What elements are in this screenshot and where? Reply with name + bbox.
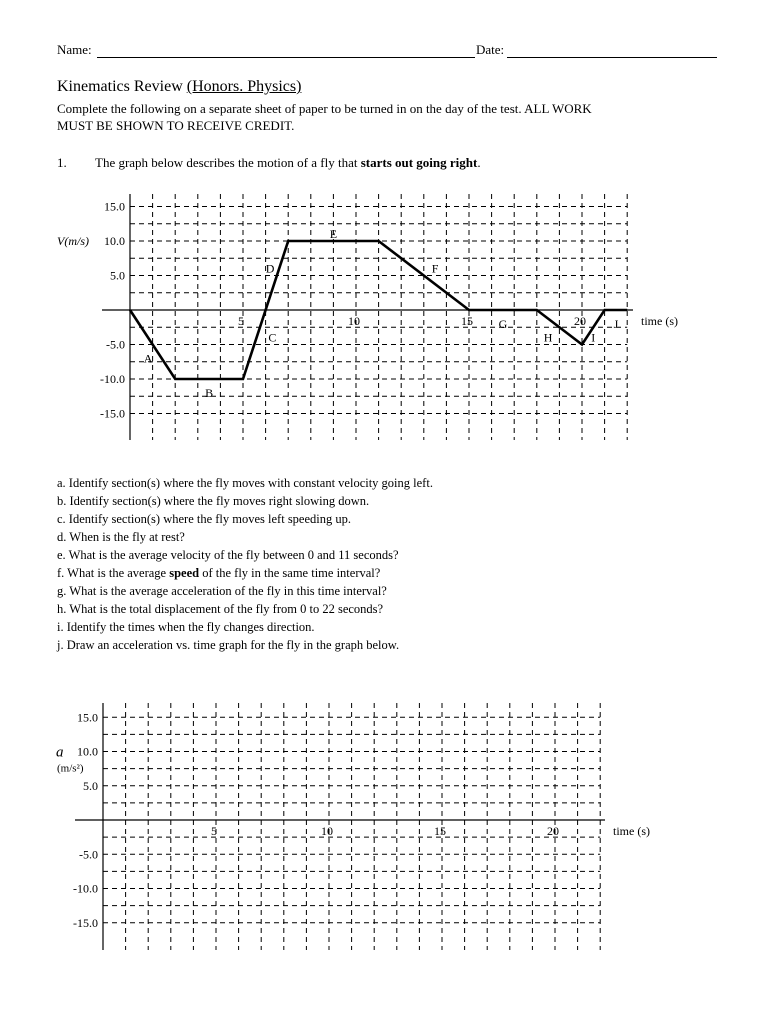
name-label: Name: xyxy=(57,42,92,57)
question-g: g. What is the average acceleration of the fly in this time interval? xyxy=(57,584,387,598)
question-f xyxy=(57,564,433,582)
instructions-line-2: MUST BE SHOWN TO RECEIVE CREDIT. xyxy=(57,118,295,133)
y-tick-label: 10.0 xyxy=(104,234,125,248)
y-tick-label: -5.0 xyxy=(79,847,98,862)
section-label-a: A xyxy=(143,351,153,366)
section-label-f: F xyxy=(431,261,439,276)
velocity-time-graph xyxy=(0,190,768,450)
question-d: d. When is the fly at rest? xyxy=(57,530,185,544)
section-label-g: G xyxy=(498,316,508,331)
problem-number: 1. xyxy=(57,155,67,170)
section-label-j: J xyxy=(613,316,619,331)
y-axis-unit: (m/s²) xyxy=(57,762,84,775)
x-tick-label: 20 xyxy=(574,314,586,328)
x-axis-label: time (s) xyxy=(613,824,650,838)
y-tick-label: -10.0 xyxy=(73,881,98,896)
question-a: a. Identify section(s) where the fly moves with constant velocity going left. xyxy=(57,476,433,490)
problem-statement xyxy=(95,155,481,171)
problem-text-before: The graph below describes the motion of a fly that xyxy=(95,155,361,170)
section-label-h: H xyxy=(543,330,553,345)
question-b: b. Identify section(s) where the fly moves right slowing down. xyxy=(57,494,370,508)
section-label-e: E xyxy=(329,227,338,242)
title-main: Kinematics Review xyxy=(57,78,183,95)
question-c: c. Identify section(s) where the fly moves left speeding up. xyxy=(57,512,352,526)
x-tick-label: 5 xyxy=(211,824,217,838)
title-sub: (Honors. Physics) xyxy=(186,78,302,95)
section-label-i: I xyxy=(591,330,596,345)
date-label: Date: xyxy=(476,42,505,57)
x-tick-label: 5 xyxy=(238,314,244,328)
y-axis-label: V(m/s) xyxy=(57,234,89,248)
question-h: h. What is the total displacement of the fly from 0 to 22 seconds? xyxy=(57,602,384,616)
question-f-before: f. What is the average xyxy=(57,566,170,580)
x-tick-label: 15 xyxy=(434,824,446,838)
question-list xyxy=(57,474,433,654)
y-tick-label: 10.0 xyxy=(77,744,98,759)
problem-text-after: . xyxy=(477,155,481,170)
section-label-c: C xyxy=(268,330,277,345)
question-i: i. Identify the times when the fly changes direction. xyxy=(57,620,315,634)
x-axis-label: time (s) xyxy=(641,314,678,328)
y-tick-label: -5.0 xyxy=(106,337,125,352)
section-label-b: B xyxy=(205,385,214,400)
question-f-after: of the fly in the same time interval? xyxy=(199,566,381,580)
x-tick-label: 15 xyxy=(461,314,473,328)
y-tick-label: -15.0 xyxy=(73,915,98,930)
question-f-bold: speed xyxy=(169,566,200,580)
section-label-d: D xyxy=(265,261,275,276)
x-tick-label: 20 xyxy=(547,824,559,838)
question-e: e. What is the average velocity of the fly between 0 and 11 seconds? xyxy=(57,548,399,562)
instructions-line-1: Complete the following on a separate sheet of paper to be turned in on the day of the test. ALL WORK xyxy=(57,101,592,116)
x-tick-label: 10 xyxy=(321,824,333,838)
acceleration-time-graph xyxy=(0,695,768,955)
y-axis-label: a xyxy=(56,744,64,761)
y-tick-label: 5.0 xyxy=(110,268,125,283)
y-tick-label: 5.0 xyxy=(83,778,98,793)
y-tick-label: 15.0 xyxy=(104,199,125,214)
y-tick-label: 15.0 xyxy=(77,710,98,725)
y-tick-label: -15.0 xyxy=(100,406,125,421)
date-field-line[interactable] xyxy=(507,57,717,58)
question-j: j. Draw an acceleration vs. time graph for the fly in the graph below. xyxy=(57,638,400,652)
x-tick-label: 10 xyxy=(348,314,360,328)
y-tick-label: -10.0 xyxy=(100,372,125,386)
name-field-line[interactable] xyxy=(97,57,475,58)
page-title xyxy=(57,78,301,96)
problem-text-bold: starts out going right xyxy=(360,155,478,170)
